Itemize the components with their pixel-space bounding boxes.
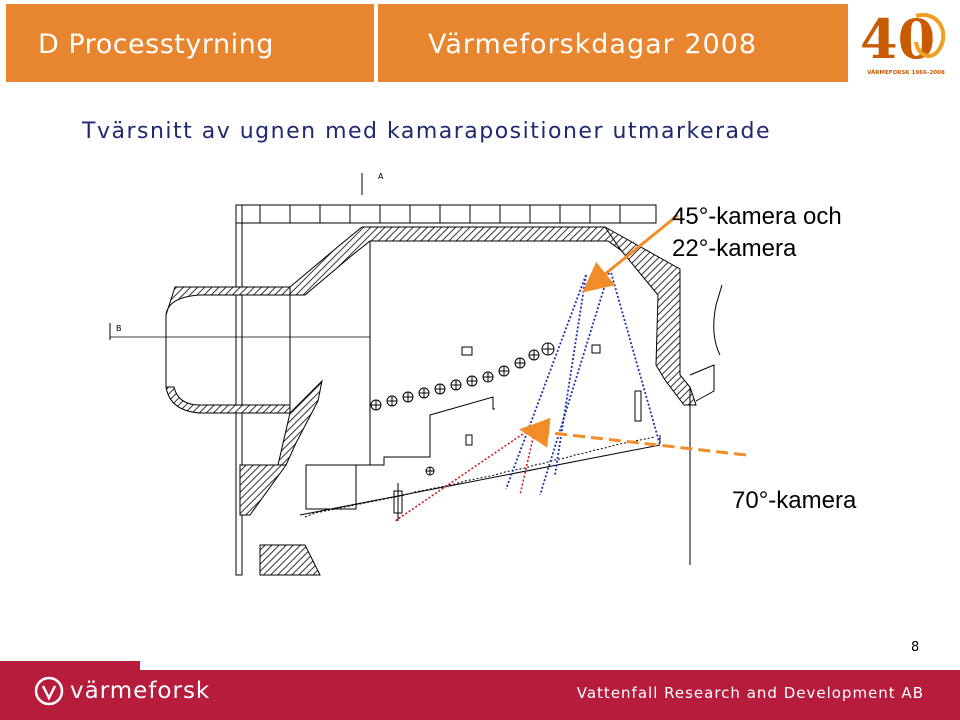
page-number: 8 [911,640,920,655]
refractory-walls [166,227,696,575]
anniversary-caption: VÄRMEFORSK 1966–2008 [867,70,945,76]
header-section-bar [6,4,374,82]
section-marker-a [362,172,384,195]
section-marker-b [110,323,370,340]
footer-company: Vattenfall Research and Development AB [576,684,924,702]
label-45-camera: 45°-kamera och [672,203,842,230]
grate-steps [300,397,660,517]
footer-brand: värmeforsk [70,678,211,704]
svg-text:A: A [378,172,384,181]
blue-camera-view [506,269,660,495]
event-title: Värmeforskdagar 2008 [428,29,758,60]
svg-text:B: B [116,324,122,333]
air-nozzles [371,343,554,475]
label-70-camera: 70°-kamera [732,487,857,514]
section-title: D Processtyrning [38,29,274,60]
furnace-cross-section [100,165,760,580]
label-22-camera: 22°-kamera [672,235,797,262]
header-event-bar [378,4,848,82]
varmeforsk-logo-icon [34,676,68,706]
anniversary-number: 40 [860,7,936,70]
anniversary-logo [856,6,954,84]
inlet-tube [166,241,370,465]
arrow-70-camera [534,431,746,455]
slide-title: Tvärsnitt av ugnen med kamarapositioner utmarkerade [82,119,772,144]
top-structure [236,205,656,575]
